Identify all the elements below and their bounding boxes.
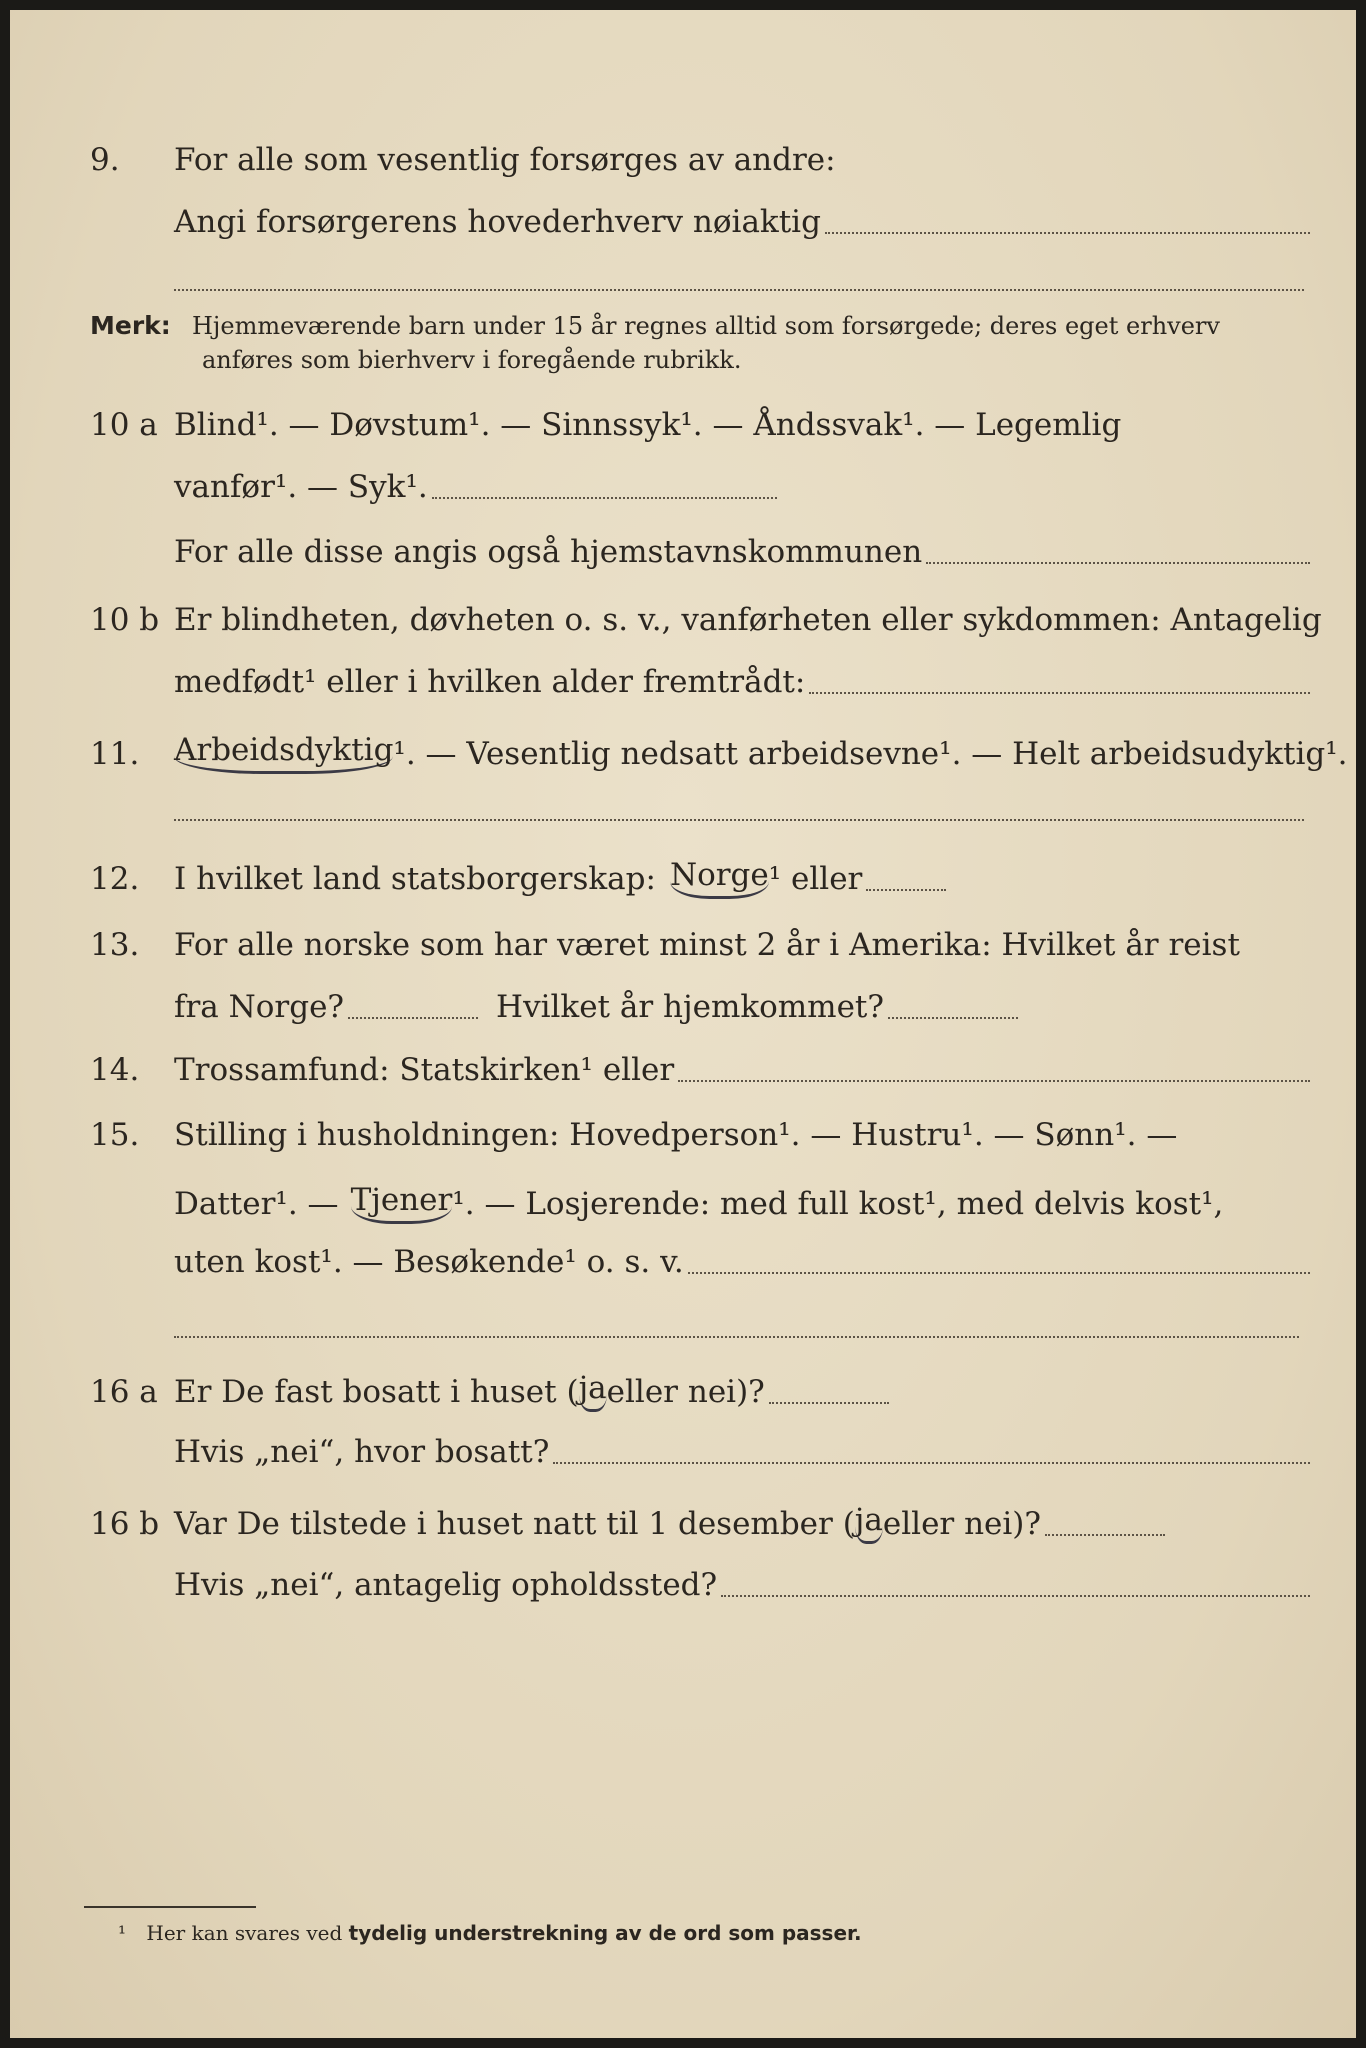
footnote <box>118 1918 862 1948</box>
q10b-text1: Er blindheten, døvheten o. s. v., vanførheten eller sykdommen: Antagelig <box>174 602 1322 638</box>
q9-provider-field[interactable] <box>825 231 1310 234</box>
q10a-sick-field[interactable] <box>432 496 777 499</box>
q10a-line1 <box>90 405 1310 445</box>
merk-text2: anføres som bierhverv i foregående rubrikk. <box>202 346 742 374</box>
q10b-line1 <box>90 600 1322 640</box>
q12-selected-answer[interactable]: Norge <box>670 855 769 899</box>
q14-faith-field[interactable] <box>678 1079 1310 1082</box>
q15-text2a: Datter¹. — <box>174 1186 339 1222</box>
q13-emigrated-field[interactable] <box>348 1016 478 1019</box>
q13-line1 <box>90 925 1310 965</box>
q16b-number: 16 b <box>90 1506 160 1542</box>
q14-line <box>90 1050 1310 1090</box>
q9-provider-label: Angi forsørgerens hovederhverv nøiaktig <box>174 204 821 240</box>
footnote-bold-text: tydelig understrekning av de ord som passer. <box>348 1921 862 1945</box>
q12-other-country-field[interactable] <box>866 888 946 891</box>
census-form-page <box>10 10 1356 2038</box>
q12-number: 12. <box>90 861 140 897</box>
q16b-line2 <box>90 1565 1310 1605</box>
q13-returned-field[interactable] <box>888 1016 1018 1019</box>
q9-number: 9. <box>90 142 120 178</box>
q15-text3: uten kost¹. — Besøkende¹ o. s. v. <box>174 1244 684 1280</box>
q10b-line2 <box>90 662 1310 702</box>
q16a-text1a: Er De fast bosatt i huset ( <box>174 1374 579 1410</box>
q15-text1: Stilling i husholdningen: Hovedperson¹. — Hustru¹. — Sønn¹. — <box>174 1117 1178 1153</box>
merk-line2 <box>202 344 1366 376</box>
q16b-line1 <box>90 1500 1310 1544</box>
q14-text: Trossamfund: Statskirken¹ eller <box>174 1052 675 1088</box>
q16a-selected-answer[interactable]: ja <box>579 1368 607 1412</box>
q10a-line3 <box>90 532 1310 572</box>
q16a-answer-field[interactable] <box>769 1401 889 1404</box>
merk-text1: Hjemmeværende barn under 15 år regnes alltid som forsørgede; deres eget erhverv <box>192 312 1220 340</box>
q16a-number: 16 a <box>90 1374 158 1410</box>
q16a-line1 <box>90 1368 1310 1412</box>
q10a-line2 <box>90 467 1310 507</box>
q16b-text1b: eller nei)? <box>882 1506 1042 1542</box>
footnote-text: Her kan svares ved <box>146 1921 343 1945</box>
q10b-text2: medfødt¹ eller i hvilken alder fremtrådt: <box>174 664 806 700</box>
q10a-home-municipality-field[interactable] <box>926 561 1310 564</box>
merk-label: Merk: <box>90 311 171 340</box>
q13-line2 <box>90 987 1310 1027</box>
q11-number: 11. <box>90 736 140 772</box>
q12-line <box>90 855 1310 899</box>
q16a-line2 <box>90 1432 1310 1472</box>
q9-line2 <box>90 202 1310 242</box>
q15-selected-answer[interactable]: Tjener <box>351 1180 453 1224</box>
q9-extra-field[interactable] <box>174 288 1304 291</box>
q15-line2 <box>90 1180 1310 1224</box>
q16b-text1a: Var De tilstede i huset natt til 1 desember ( <box>174 1506 855 1542</box>
q15-extra-field[interactable] <box>174 1335 1299 1338</box>
q14-number: 14. <box>90 1052 140 1088</box>
q16b-answer-field[interactable] <box>1045 1533 1165 1536</box>
q15-line1 <box>90 1115 1310 1155</box>
q9-text: For alle som vesentlig forsørges av andre: <box>174 142 836 178</box>
footnote-rule <box>84 1906 256 1908</box>
q11-options: ¹. — Vesentlig nedsatt arbeidsevne¹. — Helt arbeidsudyktig¹. <box>393 736 1348 772</box>
q10a-number: 10 a <box>90 407 158 443</box>
q10a-text3: For alle disse angis også hjemstavnskommunen <box>174 534 923 570</box>
q13-emigrated-label: fra Norge? <box>174 989 345 1025</box>
q16a-residence-field[interactable] <box>553 1461 1310 1464</box>
q15-line3 <box>90 1242 1310 1282</box>
q11-line <box>90 730 1348 774</box>
q16b-whereabouts-field[interactable] <box>721 1594 1310 1597</box>
q15-other-field[interactable] <box>688 1271 1310 1274</box>
q16b-selected-answer[interactable]: ja <box>855 1500 883 1544</box>
merk-line1 <box>90 310 1310 342</box>
q13-returned-label: Hvilket år hjemkommet? <box>496 989 885 1025</box>
q16b-text2: Hvis „nei“, antagelig opholdssted? <box>174 1567 718 1603</box>
q16a-text2: Hvis „nei“, hvor bosatt? <box>174 1434 550 1470</box>
q10a-text2: vanfør¹. — Syk¹. <box>174 469 428 505</box>
q13-text1: For alle norske som har været minst 2 år i Amerika: Hvilket år reist <box>174 927 1240 963</box>
q10a-text1: Blind¹. — Døvstum¹. — Sinnssyk¹. — Åndssvak¹. — Legemlig <box>174 407 1122 443</box>
q11-extra-field[interactable] <box>174 818 1304 821</box>
q12-or: ¹ eller <box>768 861 863 897</box>
q10b-number: 10 b <box>90 602 160 638</box>
q16a-text1b: eller nei)? <box>606 1374 765 1410</box>
q15-number: 15. <box>90 1117 140 1153</box>
q15-text2b: ¹. — Losjerende: med full kost¹, med delvis kost¹, <box>452 1186 1224 1222</box>
footnote-mark: ¹ <box>118 1921 127 1945</box>
q13-number: 13. <box>90 927 140 963</box>
q10b-age-field[interactable] <box>809 691 1310 694</box>
q9-line1 <box>90 140 1310 180</box>
q12-text: I hvilket land statsborgerskap: <box>174 861 656 897</box>
q11-selected-answer[interactable]: Arbeidsdyktig <box>174 730 393 774</box>
